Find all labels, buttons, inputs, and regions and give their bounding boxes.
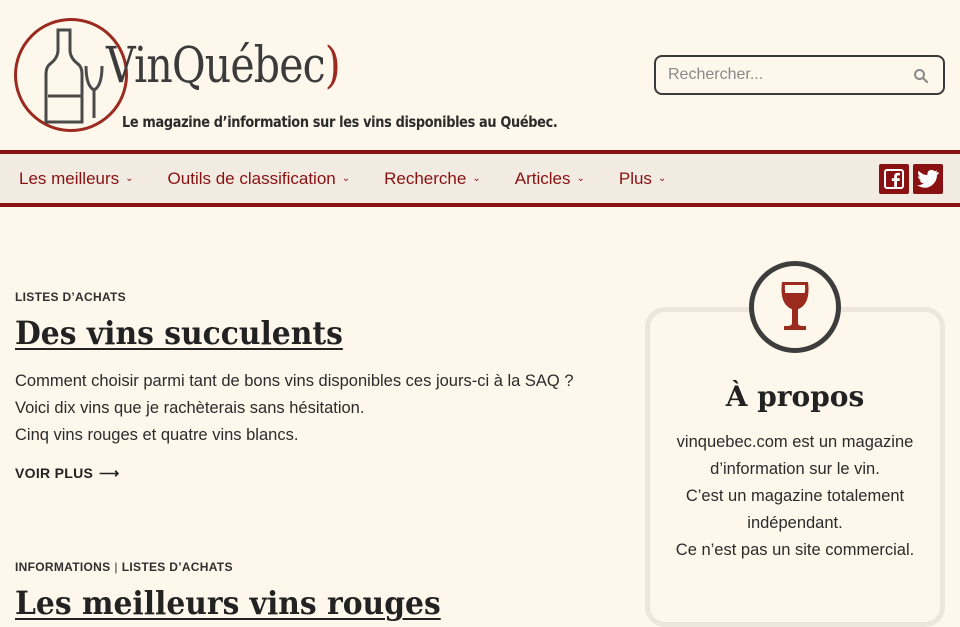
post-category[interactable]: LISTES D’ACHATS — [121, 560, 233, 574]
about-text — [668, 429, 922, 564]
nav-item-plus[interactable] — [619, 169, 666, 189]
excerpt-line: Comment choisir parmi tant de bons vins disponibles ces jours-ci à la SAQ ? — [15, 372, 574, 390]
about-line: Ce n’est pas un site commercial. — [675, 541, 915, 559]
chevron-down-icon: ⌄ — [657, 173, 667, 184]
main-nav — [0, 150, 960, 207]
wine-glass-icon — [779, 280, 811, 334]
chevron-down-icon: ⌄ — [576, 173, 585, 184]
facebook-icon — [884, 169, 904, 189]
post-title[interactable]: Des vins succulents — [15, 314, 343, 352]
wine-bottle-logo-icon — [44, 26, 104, 126]
post-excerpt — [15, 368, 615, 449]
nav-item-label: Recherche — [384, 168, 467, 188]
facebook-button[interactable] — [879, 164, 909, 194]
post-card — [15, 560, 615, 622]
site-tagline: Le magazine d’information sur les vins disponibles au Québec. — [122, 113, 558, 131]
nav-item-label: Articles — [514, 168, 571, 188]
read-more-link[interactable] — [15, 465, 120, 482]
about-line: C’est un magazine totalement indépendant. — [685, 487, 905, 532]
search-icon[interactable] — [913, 68, 929, 84]
chevron-down-icon: ⌄ — [472, 173, 481, 184]
social-links — [879, 164, 943, 194]
nav-item-label: Plus — [618, 168, 652, 188]
category-separator: | — [114, 560, 118, 574]
excerpt-line: Cinq vins rouges et quatre vins blancs. — [15, 426, 299, 444]
search-box — [654, 55, 945, 95]
post-category[interactable]: LISTES D’ACHATS — [15, 290, 126, 304]
twitter-button[interactable] — [913, 164, 943, 194]
post-card — [15, 290, 615, 482]
about-line: vinquebec.com est un magazine d’information sur le vin. — [676, 433, 914, 478]
read-more-label: VOIR PLUS — [15, 465, 94, 481]
nav-item-les-meilleurs[interactable] — [19, 169, 134, 189]
nav-item-recherche[interactable] — [384, 169, 481, 189]
about-badge — [749, 261, 841, 353]
nav-item-label: Les meilleurs — [19, 168, 120, 188]
post-categories — [15, 560, 615, 574]
twitter-icon — [917, 169, 939, 189]
search-input[interactable] — [668, 65, 898, 85]
site-header — [0, 0, 960, 150]
chevron-down-icon: ⌄ — [125, 173, 134, 184]
nav-item-label: Outils de classification — [167, 168, 336, 188]
arrow-right-icon: ⟶ — [99, 465, 120, 481]
nav-item-outils[interactable] — [168, 169, 351, 189]
chevron-down-icon: ⌄ — [341, 173, 351, 184]
post-category[interactable]: INFORMATIONS — [15, 560, 111, 574]
brand-name: VinQuébec) — [106, 36, 340, 94]
nav-item-articles[interactable] — [515, 169, 585, 189]
post-title[interactable]: Les meilleurs vins rouges — [15, 584, 441, 622]
site-logo[interactable] — [14, 16, 558, 136]
about-title: À propos — [725, 380, 865, 413]
excerpt-line: Voici dix vins que je rachèterais sans hésitation. — [15, 399, 365, 417]
